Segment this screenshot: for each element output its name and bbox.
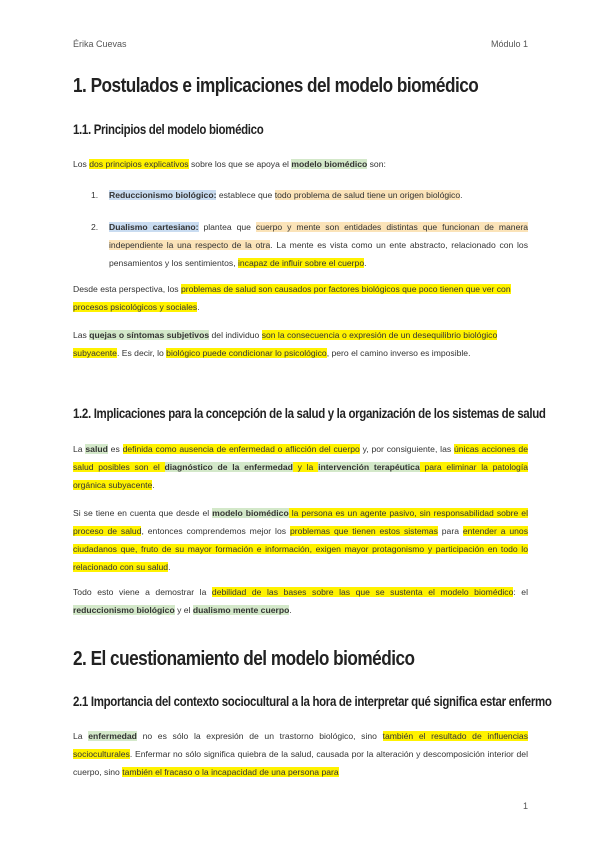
weakness-paragraph: Todo esto viene a demostrar la debilidad de las bases sobre las que se sustenta el modelo biomédico: el reduccionismo biológico y el dualismo mente cuerpo. [73, 587, 528, 615]
section2-1-title: 2.1 Importancia del contexto sociocultural a la hora de interpretar qué significa estar enfermo [73, 693, 552, 709]
header-author: Érika Cuevas [73, 39, 127, 49]
principles-list [73, 186, 528, 204]
page-number: 1 [522, 801, 528, 811]
header-module: Módulo 1 [490, 39, 528, 49]
principles-list-2 [73, 218, 528, 272]
list-item: 1. Reduccionismo biológico: establece que todo problema de salud tiene un origen biológico. [91, 190, 463, 200]
list-item: 2. Dualismo cartesiano: plantea que cuerpo y mente son entidades distintas que funcionan de manera independiente la una respecto de la otra. La mente es vista como un ente abstracto, relacionado con los pensamientos y los sentimientos, incapaz de influir sobre el cuerpo. [91, 222, 529, 268]
perspective-paragraph: Desde esta perspectiva, los problemas de salud son causados por factores biológicos que poco tienen que ver con procesos psicológicos y sociales. [73, 284, 511, 312]
passive-agent-paragraph: Si se tiene en cuenta que desde el modelo biomédico la persona es un agente pasivo, sin responsabilidad sobre el proceso de salud, entonces comprendemos mejor los problemas que tienen estos sistemas para entender a unos ciudadanos que, fruto de su mayor formación e información, exigen mayor protagonismo y participación en todo lo relacionado con su salud. [73, 508, 529, 572]
intro-paragraph: Los dos principios explicativos sobre los que se apoya el modelo biomédico son: [73, 159, 386, 169]
illness-paragraph: La enfermedad no es sólo la expresión de un trastorno biológico, sino también el resultado de influencias socioculturales. Enfermar no sólo significa quiebra de la salud, causada por la alteración y descomposición interior del cuerpo, sino también el fracaso o la incapacidad de una persona para [73, 731, 528, 777]
health-definition-paragraph: La salud es definida como ausencia de enfermedad o aflicción del cuerpo y, por consiguiente, las únicas acciones de salud posibles son el diagnóstico de la enfermedad y la intervención terapéutica para eliminar la patología orgánica subyacente. [73, 444, 529, 490]
section1-1-title: 1.1. Principios del modelo biomédico [73, 121, 264, 137]
symptoms-paragraph: Las quejas o síntomas subjetivos del individuo son la consecuencia o expresión de un desequilibrio biológico subyacente. Es decir, lo biológico puede condicionar lo psicológico, pero el camino inverso es imposible. [73, 330, 498, 358]
section1-title: 1. Postulados e implicaciones del modelo biomédico [73, 75, 479, 97]
section1-2-title: 1.2. Implicaciones para la concepción de la salud y la organización de los sistemas de salud [73, 405, 546, 421]
section2-title: 2. El cuestionamiento del modelo biomédico [73, 648, 415, 670]
